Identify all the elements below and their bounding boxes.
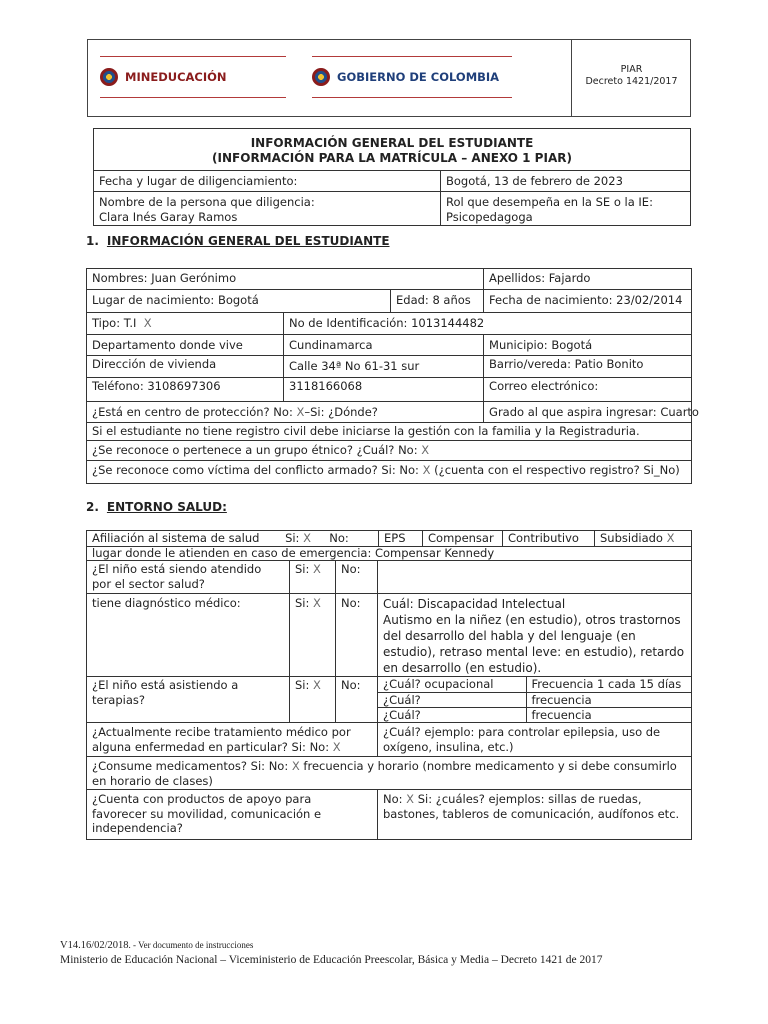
therapy-yes: Si: X bbox=[290, 677, 336, 723]
birthplace-field: Lugar de nacimiento: Bogotá bbox=[87, 290, 391, 313]
address-value: Calle 34ª No 61-31 sur bbox=[284, 356, 484, 378]
surnames-field: Apellidos: Fajardo bbox=[484, 269, 692, 290]
section-2-title: 2. ENTORNO SALUD: bbox=[86, 500, 227, 514]
phone2-field: 3118166068 bbox=[284, 378, 484, 402]
mineducacion-logo bbox=[100, 57, 286, 97]
emergency-place: lugar donde le atienden en caso de emergencia: Compensar Kennedy bbox=[87, 547, 692, 561]
therapy-frequency: frecuencia bbox=[526, 692, 691, 707]
piar-label: PIAR bbox=[620, 64, 643, 75]
support-products-question: ¿Cuenta con productos de apoyo para favorecer su movilidad, comunicación e independencia? bbox=[87, 790, 378, 840]
phone-field: Teléfono: 3108697306 bbox=[87, 378, 284, 402]
attended-question: ¿El niño está siendo atendido por el sector salud? bbox=[87, 561, 290, 594]
health-affiliation-table bbox=[86, 530, 692, 547]
birthdate-field: Fecha de nacimiento: 23/02/2014 bbox=[484, 290, 692, 313]
support-products-answer: No: X Si: ¿cuáles? ejemplos: sillas de ruedas, bastones, tableros de comunicación, audífonos etc. bbox=[378, 790, 692, 840]
eps-label: EPS bbox=[379, 531, 423, 547]
therapy-frequency: Frecuencia 1 cada 15 días bbox=[526, 677, 691, 692]
therapy-subtable bbox=[378, 677, 691, 722]
department-value: Cundinamarca bbox=[284, 335, 484, 356]
role-cell: Rol que desempeña en la SE o la IE: Psicopedagoga bbox=[441, 192, 691, 226]
role-value: Psicopedagoga bbox=[446, 209, 533, 224]
person-name: Clara Inés Garay Ramos bbox=[99, 209, 238, 224]
colombia-seal-icon bbox=[312, 68, 330, 86]
date-place-label: Fecha y lugar de diligenciamiento: bbox=[94, 171, 441, 192]
section-1-title: 1. INFORMACIÓN GENERAL DEL ESTUDIANTE bbox=[86, 234, 390, 248]
department-label: Departamento donde vive bbox=[87, 335, 284, 356]
gobierno-logo bbox=[312, 57, 512, 97]
health-table bbox=[86, 546, 692, 840]
student-info-table bbox=[86, 268, 699, 484]
regime-contributivo: Contributivo bbox=[503, 531, 595, 547]
decree-label: Decreto 1421/2017 bbox=[585, 76, 678, 87]
footer-ministry: Ministerio de Educación Nacional – Viceministerio de Educación Preescolar, Básica y Media – Decreto 1421 de 2017 bbox=[60, 954, 603, 966]
page-footer bbox=[60, 938, 602, 968]
treatment-question: ¿Actualmente recibe tratamiento médico por alguna enfermedad en particular? Si: No: X bbox=[87, 723, 378, 757]
therapy-list bbox=[378, 677, 692, 723]
therapy-no: No: bbox=[336, 677, 378, 723]
grade-field: Grado al que aspira ingresar: Cuarto bbox=[484, 402, 692, 423]
therapy-which: ¿Cuál? ocupacional bbox=[378, 677, 526, 692]
attended-detail bbox=[378, 561, 692, 594]
date-place-value: Bogotá, 13 de febrero de 2023 bbox=[441, 171, 691, 192]
treatment-example: ¿Cuál? ejemplo: para controlar epilepsia, uso de oxígeno, insulina, etc.) bbox=[378, 723, 692, 757]
protection-field: ¿Está en centro de protección? No: X–Si: ¿Dónde? bbox=[87, 402, 484, 423]
document-header bbox=[87, 39, 691, 117]
age-field: Edad: 8 años bbox=[391, 290, 484, 313]
names-field: Nombres: Juan Gerónimo bbox=[87, 269, 484, 290]
piar-code bbox=[572, 64, 691, 88]
therapy-question: ¿El niño está asistiendo a terapias? bbox=[87, 677, 290, 723]
footer-version: V14.16/02/2018. - Ver documento de instrucciones bbox=[60, 940, 254, 951]
therapy-which: ¿Cuál? bbox=[378, 692, 526, 707]
general-info-title: INFORMACIÓN GENERAL DEL ESTUDIANTE (INFORMACIÓN PARA LA MATRÍCULA – ANEXO 1 PIAR) bbox=[94, 129, 691, 171]
colombia-seal-icon bbox=[100, 68, 118, 86]
general-info-table bbox=[93, 128, 691, 226]
eps-value: Compensar bbox=[423, 531, 503, 547]
doc-type-field: Tipo: T.I X bbox=[87, 313, 284, 335]
municipality-field: Municipio: Bogotá bbox=[484, 335, 692, 356]
therapy-frequency: frecuencia bbox=[526, 707, 691, 722]
email-field: Correo electrónico: bbox=[484, 378, 692, 402]
affiliation-field: Afiliación al sistema de salud Si: X No: bbox=[87, 531, 379, 547]
attended-yes: Si: X bbox=[290, 561, 336, 594]
diagnosis-no: No: bbox=[336, 594, 378, 677]
civil-registry-note: Si el estudiante no tiene registro civil debe iniciarse la gestión con la familia y la Registraduria. bbox=[87, 423, 692, 441]
regime-subsidiado: Subsidiado X bbox=[595, 531, 692, 547]
victim-field: ¿Se reconoce como víctima del conflicto armado? Si: No: X (¿cuenta con el respectivo registro? Si_No) bbox=[87, 461, 692, 484]
therapy-which: ¿Cuál? bbox=[378, 707, 526, 722]
medication-question: ¿Consume medicamentos? Si: No: X frecuencia y horario (nombre medicamento y si debe consumirlo en horario de clases) bbox=[87, 757, 692, 790]
ethnic-field: ¿Se reconoce o pertenece a un grupo étnico? ¿Cuál? No: X bbox=[87, 441, 692, 461]
diagnosis-detail: Cuál: Discapacidad Intelectual Autismo en la niñez (en estudio), otros trastornos del desarrollo del habla y del lenguaje (en estudio), retraso mental leve: en estudio), retardo en desarrollo (en estudio). bbox=[378, 594, 692, 677]
neighborhood-field: Barrio/vereda: Patio Bonito bbox=[484, 356, 692, 378]
diagnosis-yes: Si: X bbox=[290, 594, 336, 677]
address-label: Dirección de vivienda bbox=[87, 356, 284, 378]
diagnosis-question: tiene diagnóstico médico: bbox=[87, 594, 290, 677]
attended-no: No: bbox=[336, 561, 378, 594]
person-cell: Nombre de la persona que diligencia: Clara Inés Garay Ramos bbox=[94, 192, 441, 226]
id-number-field: No de Identificación: 1013144482 bbox=[284, 313, 692, 335]
mineducacion-logo-text: MINEDUCACIÓN bbox=[125, 70, 227, 84]
gobierno-logo-text: GOBIERNO DE COLOMBIA bbox=[337, 70, 500, 84]
